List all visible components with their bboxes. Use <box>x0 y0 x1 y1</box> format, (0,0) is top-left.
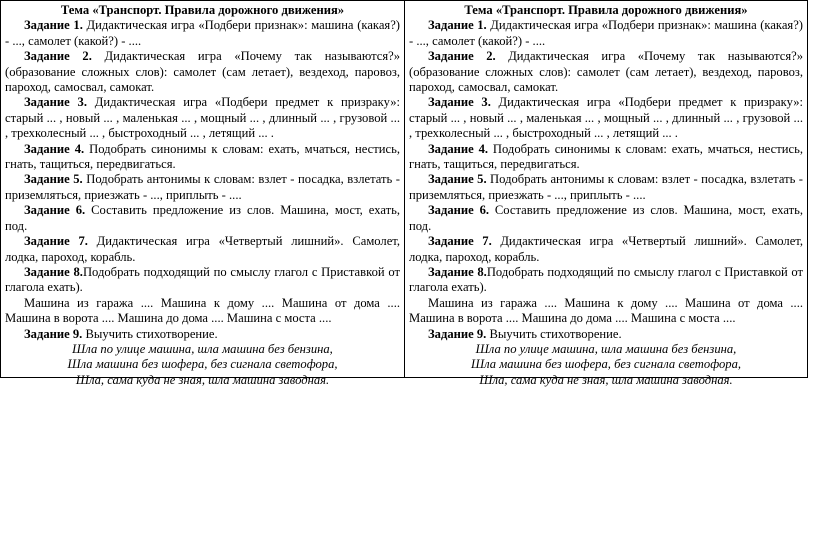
task-label: Задание 4. <box>24 141 85 156</box>
task-text: Выучить стихотворение. <box>82 326 218 341</box>
task-text: Подобрать подходящий по смыслу глагол с Приставкой от глагола ехать). <box>409 264 804 295</box>
task-text: Подобрать антонимы к словам: взлет - посадка, взлетать - приземляться, приезжать - ..., приплыть - .... <box>409 172 803 202</box>
task-label: Задание 2. <box>428 49 496 64</box>
task-text: Дидактическая игра «Подбери предмет к призраку»: старый ... , новый ... , маленькая ... , мощный ... , длинный ... , грузовой ... , трехколесный ... , быстроходный ... , летящий ... . <box>5 95 400 141</box>
task-text: Машина из гаража .... Машина к дому .... Машина от дома .... Машина в ворота .... Машина до дома .... Машина с моста .... <box>5 295 400 326</box>
task-label: Задание 7. <box>24 234 88 249</box>
task-1 <box>409 18 803 49</box>
poem-line: Шла машина без шофера, без сигнала светофора, <box>67 357 338 372</box>
task-3 <box>409 95 803 141</box>
poem-line: Шла, сама куда не зная, шла машина заводная. <box>75 372 330 387</box>
task-1 <box>5 18 400 49</box>
task-label: Задание 8. <box>24 264 83 279</box>
task-8 <box>409 265 803 296</box>
task-text: Подобрать антонимы к словам: взлет - посадка, взлетать - приземляться, приезжать - ..., приплыть - .... <box>5 172 400 202</box>
task-text: Дидактическая игра «Подбери признак»: машина (какая?) - ..., самолет (какой?) - .... <box>5 18 401 48</box>
page-title: Тема «Транспорт. Правила дорожного движения» <box>60 3 345 17</box>
task-7 <box>409 234 803 265</box>
task-label: Задание 8. <box>428 264 487 279</box>
worksheet-left-cell <box>1 1 404 387</box>
task-5 <box>409 172 803 203</box>
task-9 <box>409 327 803 342</box>
task-8-sentences <box>5 296 400 327</box>
task-text: Дидактическая игра «Подбери признак»: машина (какая?) - ..., самолет (какой?) - .... <box>409 18 804 48</box>
task-label: Задание 2. <box>24 49 92 64</box>
task-2 <box>5 49 400 95</box>
poem-line: Шла по улице машина, шла машина без бензина, <box>475 341 737 356</box>
task-6 <box>5 203 400 234</box>
task-3 <box>5 95 400 141</box>
task-label: Задание 6. <box>428 203 490 218</box>
task-8 <box>5 265 400 296</box>
task-text: Дидактическая игра «Почему так называются?» (образование сложных слов): самолет (сам летает), вездеход, паровоз, пароход, самосвал, самокат. <box>5 49 400 95</box>
task-label: Задание 5. <box>428 172 487 187</box>
task-6 <box>409 203 803 234</box>
task-text: Составить предложение из слов. Машина, мост, ехать, под. <box>5 203 400 233</box>
task-text: Составить предложение из слов. Машина, мост, ехать, под. <box>409 203 803 233</box>
task-label: Задание 5. <box>24 172 83 187</box>
task-text: Выучить стихотворение. <box>486 326 622 341</box>
task-4 <box>409 142 803 173</box>
task-4 <box>5 142 400 173</box>
task-label: Задание 9. <box>428 326 487 341</box>
task-8-sentences <box>409 296 803 327</box>
task-text: Дидактическая игра «Четвертый лишний». Самолет, лодка, пароход, корабль. <box>409 234 804 264</box>
task-text: Дидактическая игра «Почему так называются?» (образование сложных слов): самолет (сам летает), вездеход, паровоз, пароход, самосвал, самокат. <box>409 49 803 95</box>
poem-line: Шла, сама куда не зная, шла машина заводная. <box>479 372 733 387</box>
task-label: Задание 7. <box>428 234 492 249</box>
task-label: Задание 4. <box>428 141 489 156</box>
task-7 <box>5 234 400 265</box>
task-label: Задание 1. <box>24 18 83 33</box>
task-9 <box>5 327 400 342</box>
task-label: Задание 3. <box>24 95 87 110</box>
task-text: Машина из гаража .... Машина к дому .... Машина от дома .... Машина в ворота .... Машина до дома .... Машина с моста .... <box>409 295 803 326</box>
task-text: Дидактическая игра «Подбери предмет к призраку»: старый ... , новый ... , маленькая ... , мощный ... , длинный ... , грузовой ... , трехколесный ... , быстроходный ... , летящий ... . <box>409 95 803 141</box>
task-text: Дидактическая игра «Четвертый лишний». Самолет, лодка, пароход, корабль. <box>5 234 400 264</box>
task-label: Задание 3. <box>428 95 491 110</box>
poem-line: Шла машина без шофера, без сигнала светофора, <box>470 357 742 372</box>
task-2 <box>409 49 803 95</box>
task-label: Задание 9. <box>24 326 83 341</box>
task-5 <box>5 172 400 203</box>
task-label: Задание 1. <box>428 18 487 33</box>
task-label: Задание 6. <box>24 203 86 218</box>
page-title: Тема «Транспорт. Правила дорожного движения» <box>464 3 748 17</box>
poem-line: Шла по улице машина, шла машина без бензина, <box>72 341 333 356</box>
task-text: Подобрать синонимы к словам: ехать, мчаться, нестись, гнать, тащиться, передвигаться. <box>5 141 400 172</box>
task-text: Подобрать синонимы к словам: ехать, мчаться, нестись, гнать, тащиться, передвигаться. <box>409 141 803 172</box>
worksheet-right-cell <box>404 1 807 387</box>
task-text: Подобрать подходящий по смыслу глагол с Приставкой от глагола ехать). <box>5 264 401 295</box>
